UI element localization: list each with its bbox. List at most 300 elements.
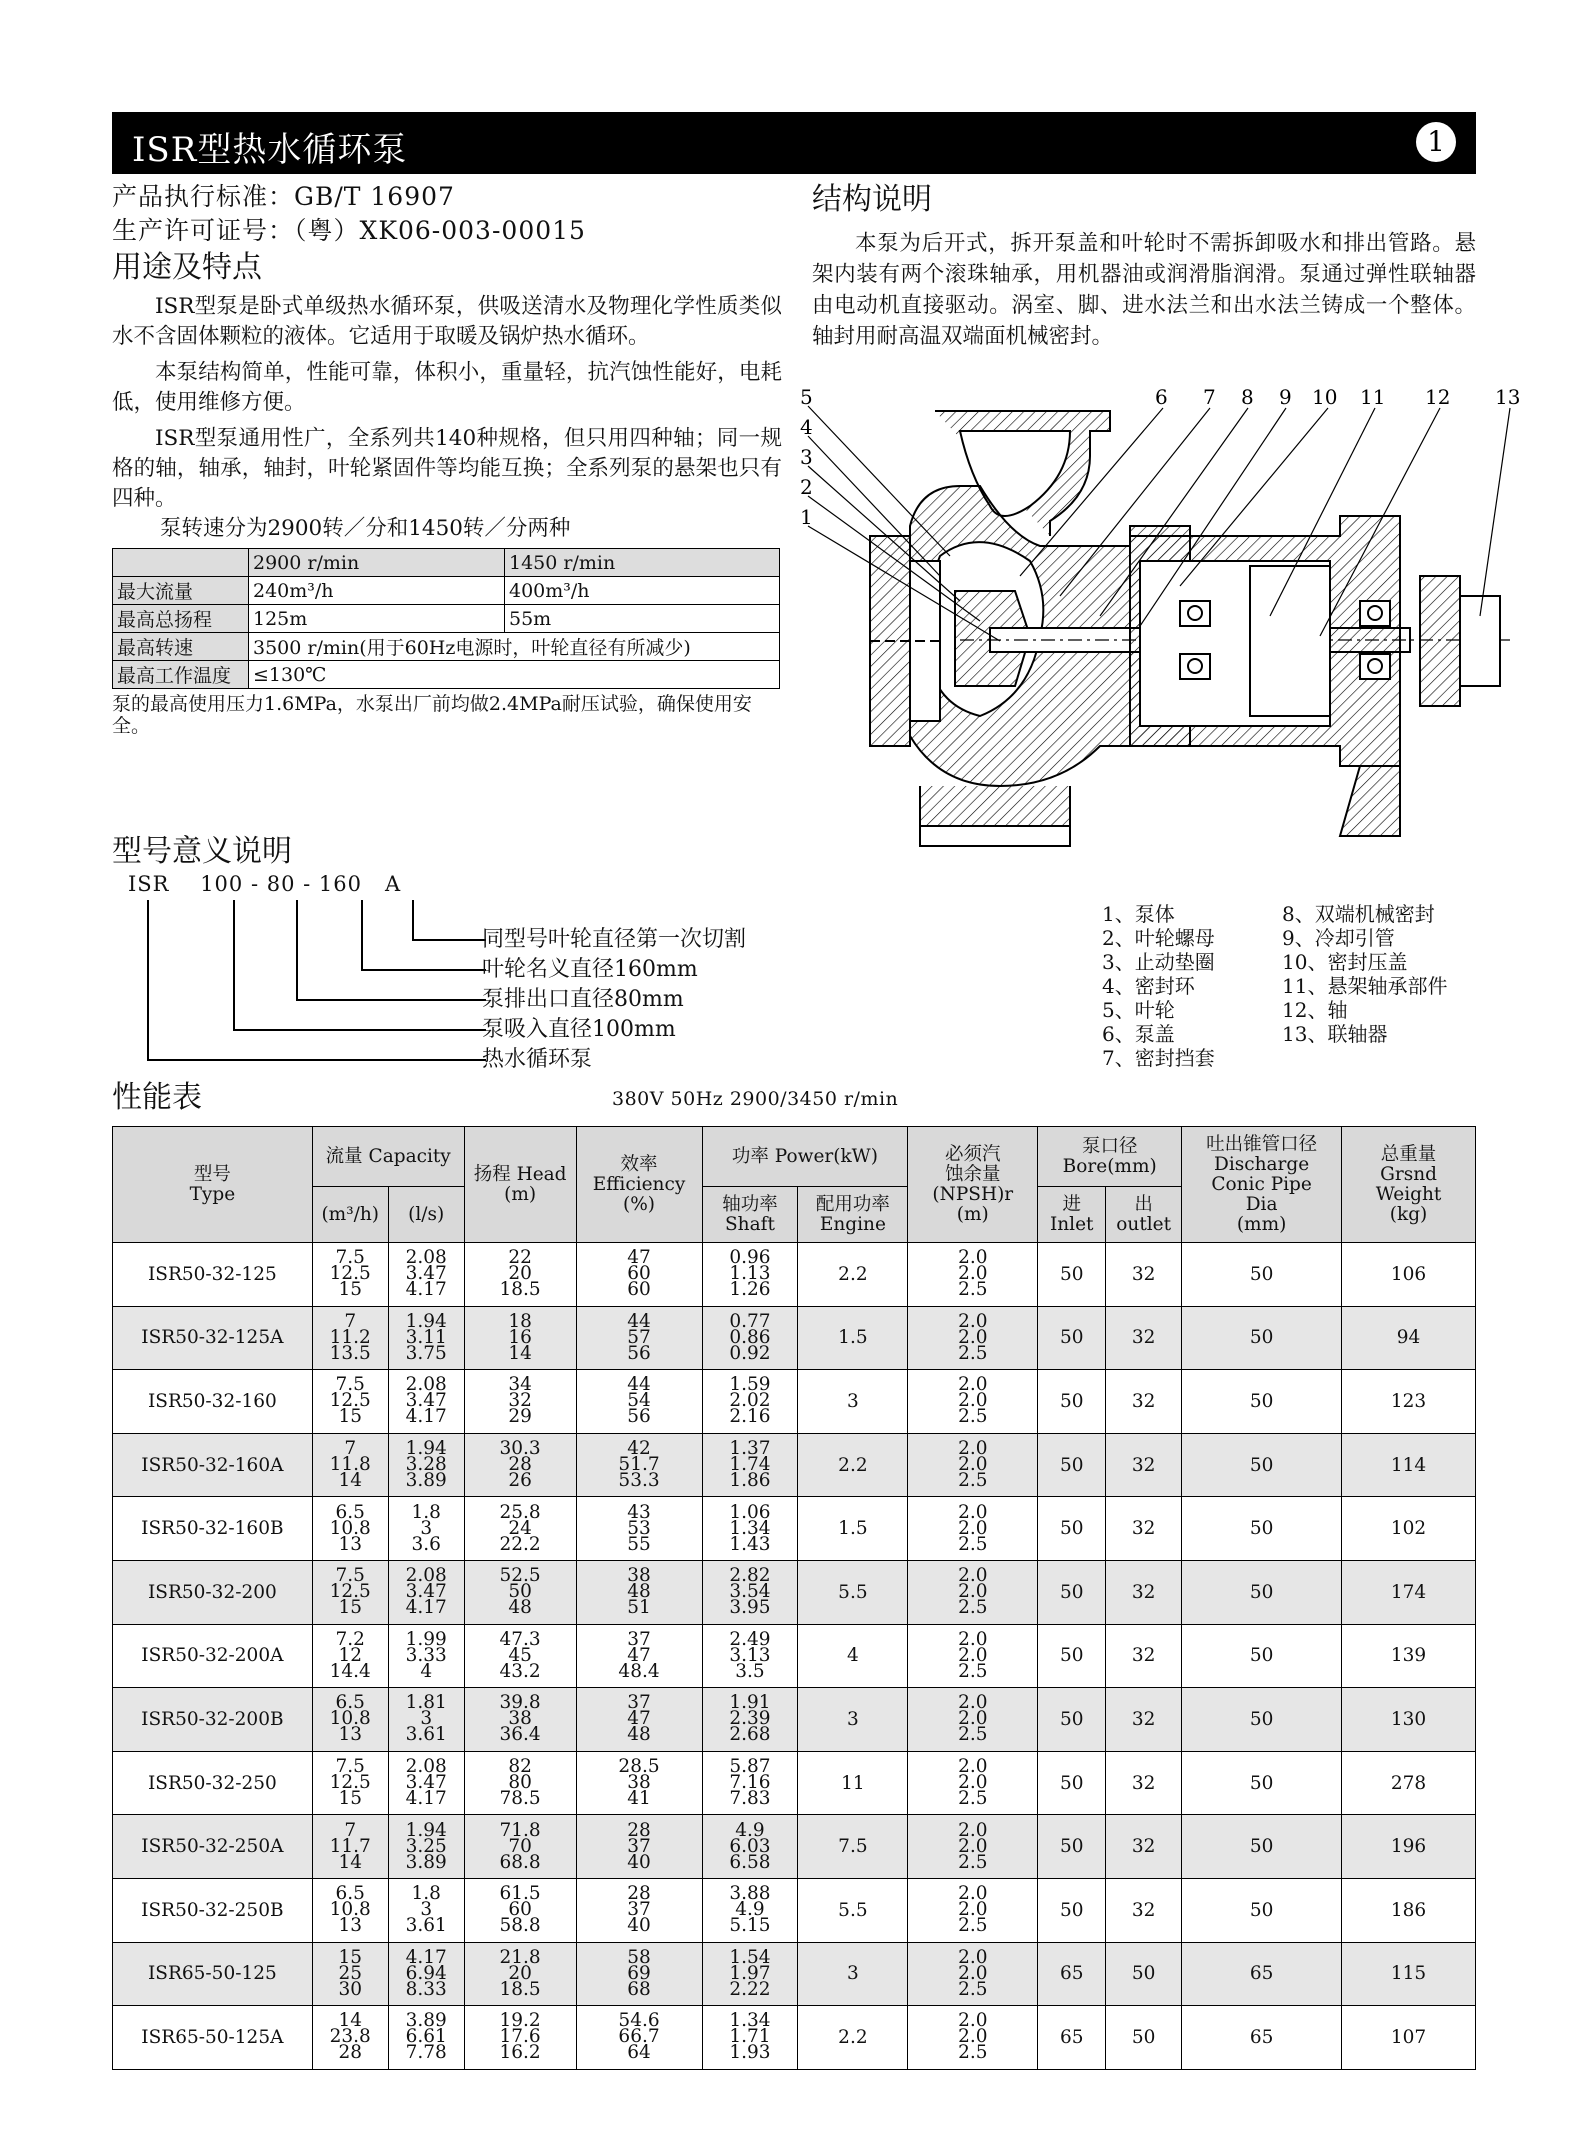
spec-value: 3500 r/min(用于60Hz电源时，叶轮直径有所减少) bbox=[249, 633, 780, 661]
cell-efficiency bbox=[576, 1815, 702, 1879]
cell-flow-ls-value: 4.17 bbox=[405, 1788, 447, 1810]
cell-flow-m3h-value: 12.5 bbox=[329, 1390, 371, 1412]
part-item: 1、泵体 bbox=[1102, 902, 1175, 926]
cell-head-value: 21.8 bbox=[499, 1946, 541, 1968]
cell-head-value: 39.8 bbox=[499, 1692, 541, 1714]
cell-flow-ls bbox=[388, 1751, 464, 1815]
spec-label: 最高转速 bbox=[113, 633, 249, 661]
cell-shaft-power-value: 1.43 bbox=[729, 1533, 771, 1555]
cell-npsh bbox=[908, 1751, 1038, 1815]
cell-npsh bbox=[908, 1688, 1038, 1752]
page-number-badge: 1 bbox=[1416, 122, 1456, 162]
callout-label: 10 bbox=[1312, 386, 1338, 409]
cell-discharge-dia: 65 bbox=[1182, 1942, 1342, 2006]
cell-efficiency-value: 37 bbox=[627, 1899, 651, 1921]
cell-efficiency bbox=[576, 1688, 702, 1752]
cell-shaft-power-value: 7.16 bbox=[729, 1772, 771, 1794]
cell-inlet: 50 bbox=[1038, 1878, 1106, 1942]
cell-discharge-dia: 50 bbox=[1182, 1878, 1342, 1942]
cell-type: ISR65-50-125 bbox=[113, 1942, 313, 2006]
cell-head-value: 20 bbox=[508, 1962, 532, 1984]
cell-flow-m3h bbox=[312, 1624, 388, 1688]
model-item: 同型号叶轮直径第一次切割 bbox=[482, 927, 747, 952]
cell-flow-ls-value: 3.47 bbox=[405, 1772, 447, 1794]
cell-efficiency-value: 42 bbox=[627, 1438, 651, 1460]
cell-inlet: 50 bbox=[1038, 1306, 1106, 1370]
cell-shaft-power bbox=[702, 2006, 798, 2070]
model-item: 泵吸入直径100mm bbox=[482, 1017, 676, 1042]
table-row bbox=[113, 1433, 1476, 1497]
model-code: ISR 100 - 80 - 160 A bbox=[128, 872, 402, 896]
cell-efficiency-value: 69 bbox=[627, 1962, 651, 1984]
cell-discharge-dia: 50 bbox=[1182, 1688, 1342, 1752]
callout-label: 8 bbox=[1241, 386, 1254, 409]
cell-npsh-value: 2.0 bbox=[958, 2010, 988, 2032]
cell-efficiency-value: 43 bbox=[627, 1501, 651, 1523]
table-row bbox=[113, 1751, 1476, 1815]
left-column bbox=[112, 180, 782, 737]
cell-flow-ls-value: 3.28 bbox=[405, 1454, 447, 1476]
cell-flow-m3h-value: 7 bbox=[344, 1438, 357, 1460]
cell-engine-power: 3 bbox=[798, 1370, 908, 1434]
cell-shaft-power-value: 0.96 bbox=[729, 1247, 771, 1269]
cell-discharge-dia: 50 bbox=[1182, 1370, 1342, 1434]
cell-flow-m3h bbox=[312, 1942, 388, 2006]
cell-flow-ls bbox=[388, 1688, 464, 1752]
cell-flow-ls bbox=[388, 1433, 464, 1497]
cell-shaft-power-value: 2.39 bbox=[729, 1708, 771, 1730]
cell-flow-ls bbox=[388, 1942, 464, 2006]
cell-npsh-value: 2.0 bbox=[958, 1946, 988, 1968]
cell-npsh bbox=[908, 1624, 1038, 1688]
cell-flow-ls-value: 3.61 bbox=[405, 1724, 447, 1746]
cell-flow-ls-value: 7.78 bbox=[405, 2042, 447, 2064]
model-item: 热水循环泵 bbox=[482, 1047, 593, 1072]
cell-npsh-value: 2.5 bbox=[958, 1279, 988, 1301]
cell-efficiency-value: 51.7 bbox=[618, 1454, 660, 1476]
col-head: 扬程 Head (m) bbox=[464, 1127, 576, 1243]
part-item: 8、双端机械密封 bbox=[1282, 902, 1435, 926]
cell-shaft-power-value: 5.87 bbox=[729, 1756, 771, 1778]
cell-shaft-power-value: 1.06 bbox=[729, 1501, 771, 1523]
cell-head-value: 43.2 bbox=[499, 1660, 541, 1682]
cell-shaft-power-value: 2.49 bbox=[729, 1628, 771, 1650]
cell-npsh-value: 2.0 bbox=[958, 1835, 988, 1857]
cell-flow-m3h-value: 12.5 bbox=[329, 1581, 371, 1603]
cell-efficiency-value: 55 bbox=[627, 1533, 651, 1555]
cell-npsh-value: 2.0 bbox=[958, 1772, 988, 1794]
cell-flow-ls-value: 4.17 bbox=[405, 1597, 447, 1619]
right-column bbox=[812, 180, 1476, 352]
cell-flow-ls bbox=[388, 1306, 464, 1370]
cell-flow-m3h-value: 15 bbox=[338, 1279, 363, 1301]
performance-title: 性能表 bbox=[112, 1080, 202, 1115]
cell-head-value: 17.6 bbox=[499, 2026, 541, 2048]
cell-flow-ls-value: 4.17 bbox=[405, 1406, 447, 1428]
cell-efficiency-value: 47 bbox=[627, 1644, 651, 1666]
cell-npsh-value: 2.5 bbox=[958, 1978, 988, 2000]
cell-npsh bbox=[908, 1433, 1038, 1497]
cell-efficiency-value: 54 bbox=[627, 1390, 651, 1412]
cell-efficiency-value: 40 bbox=[627, 1915, 651, 1937]
cell-flow-m3h-value: 12 bbox=[338, 1644, 363, 1666]
cell-flow-m3h-value: 12.5 bbox=[329, 1772, 371, 1794]
cell-flow-ls bbox=[388, 1815, 464, 1879]
cell-flow-m3h-value: 28 bbox=[338, 2042, 363, 2064]
cell-flow-ls bbox=[388, 1370, 464, 1434]
cell-efficiency-value: 40 bbox=[627, 1851, 651, 1873]
cell-shaft-power bbox=[702, 1497, 798, 1561]
cell-efficiency bbox=[576, 1942, 702, 2006]
cell-flow-ls-value: 1.94 bbox=[405, 1819, 447, 1841]
part-item: 4、密封环 bbox=[1102, 974, 1195, 998]
callout-label: 3 bbox=[800, 445, 813, 469]
callout-label: 1 bbox=[800, 505, 813, 529]
performance-table-body bbox=[113, 1243, 1476, 2070]
col-weight: 总重量 Grsnd Weight (kg) bbox=[1342, 1127, 1476, 1243]
cell-shaft-power-value: 0.86 bbox=[729, 1326, 771, 1348]
part-item: 11、悬架轴承部件 bbox=[1282, 974, 1448, 998]
cell-npsh bbox=[908, 1942, 1038, 2006]
cell-npsh-value: 2.5 bbox=[958, 1470, 988, 1492]
cell-npsh-value: 2.0 bbox=[958, 1565, 988, 1587]
cell-outlet: 32 bbox=[1106, 1815, 1182, 1879]
cell-head-value: 61.5 bbox=[499, 1883, 541, 1905]
cell-flow-m3h-value: 10.8 bbox=[329, 1708, 371, 1730]
cell-flow-m3h-value: 6.5 bbox=[335, 1501, 365, 1523]
header-bar bbox=[112, 112, 1476, 174]
cell-engine-power: 4 bbox=[798, 1624, 908, 1688]
license-line bbox=[112, 214, 782, 248]
cell-engine-power: 7.5 bbox=[798, 1815, 908, 1879]
cell-efficiency bbox=[576, 1433, 702, 1497]
callout-label: 13 bbox=[1495, 386, 1520, 409]
cell-npsh-value: 2.5 bbox=[958, 1851, 988, 1873]
cell-efficiency-value: 51 bbox=[627, 1597, 651, 1619]
cell-flow-ls bbox=[388, 1560, 464, 1624]
cell-weight: 94 bbox=[1342, 1306, 1476, 1370]
cell-inlet: 65 bbox=[1038, 1942, 1106, 2006]
cell-shaft-power bbox=[702, 1751, 798, 1815]
cell-inlet: 50 bbox=[1038, 1370, 1106, 1434]
cell-efficiency-value: 56 bbox=[627, 1406, 651, 1428]
cell-flow-m3h bbox=[312, 1878, 388, 1942]
cell-head bbox=[464, 1942, 576, 2006]
cell-npsh-value: 2.0 bbox=[958, 1517, 988, 1539]
cell-flow-m3h bbox=[312, 1497, 388, 1561]
part-item: 6、泵盖 bbox=[1102, 1022, 1175, 1046]
cell-shaft-power-value: 1.93 bbox=[729, 2042, 771, 2064]
cell-npsh-value: 2.5 bbox=[958, 1788, 988, 1810]
structure-paragraph: 本泵为后开式，拆开泵盖和叶轮时不需拆卸吸水和排出管路。悬架内装有两个滚珠轴承，用机器油或润滑脂润滑。泵通过弹性联轴器由电动机直接驱动。涡室、脚、进水法兰和出水法兰铸成一个整体。轴封用耐高温双端面机械密封。 bbox=[812, 231, 1476, 349]
cell-head bbox=[464, 1370, 576, 1434]
part-item: 13、联轴器 bbox=[1282, 1022, 1388, 1046]
cell-weight: 107 bbox=[1342, 2006, 1476, 2070]
cell-shaft-power-value: 1.86 bbox=[729, 1470, 771, 1492]
cell-efficiency bbox=[576, 2006, 702, 2070]
cell-efficiency-value: 53 bbox=[627, 1517, 651, 1539]
cell-engine-power: 1.5 bbox=[798, 1497, 908, 1561]
cell-head-value: 36.4 bbox=[499, 1724, 541, 1746]
cell-efficiency-value: 48 bbox=[627, 1724, 651, 1746]
cell-flow-m3h-value: 14.4 bbox=[329, 1660, 371, 1682]
cell-engine-power: 11 bbox=[798, 1751, 908, 1815]
cell-npsh-value: 2.0 bbox=[958, 1883, 988, 1905]
cell-head-value: 82 bbox=[508, 1756, 532, 1778]
cell-npsh-value: 2.0 bbox=[958, 1756, 988, 1778]
cell-weight: 139 bbox=[1342, 1624, 1476, 1688]
cell-flow-m3h-value: 15 bbox=[338, 1406, 363, 1428]
cell-efficiency-value: 44 bbox=[627, 1310, 651, 1332]
cell-flow-ls bbox=[388, 2006, 464, 2070]
cell-flow-m3h-value: 13 bbox=[338, 1533, 363, 1555]
cell-shaft-power bbox=[702, 1433, 798, 1497]
col-efficiency: 效率 Efficiency (%) bbox=[576, 1127, 702, 1243]
pump-cross-section-drawing bbox=[800, 386, 1520, 886]
cell-flow-ls-value: 4 bbox=[420, 1660, 433, 1682]
col-shaft-power: 轴功率 Shaft bbox=[702, 1187, 798, 1243]
col-flow: 流量 Capacity bbox=[312, 1127, 464, 1187]
cell-shaft-power-value: 6.03 bbox=[729, 1835, 771, 1857]
cell-npsh-value: 2.0 bbox=[958, 1374, 988, 1396]
cell-flow-m3h-value: 6.5 bbox=[335, 1883, 365, 1905]
cell-npsh-value: 2.0 bbox=[958, 1390, 988, 1412]
cell-flow-ls-value: 3.61 bbox=[405, 1915, 447, 1937]
cell-flow-ls-value: 3 bbox=[420, 1517, 433, 1539]
cell-efficiency bbox=[576, 1751, 702, 1815]
spec-row bbox=[113, 605, 780, 633]
cell-type: ISR50-32-250A bbox=[113, 1815, 313, 1879]
cell-type: ISR50-32-160B bbox=[113, 1497, 313, 1561]
spec-value: 55m bbox=[505, 605, 780, 633]
cell-flow-ls bbox=[388, 1243, 464, 1307]
cell-flow-m3h-value: 7 bbox=[344, 1310, 357, 1332]
cell-flow-m3h-value: 11.8 bbox=[329, 1454, 371, 1476]
cell-efficiency-value: 37 bbox=[627, 1835, 651, 1857]
cell-flow-m3h bbox=[312, 1306, 388, 1370]
cell-flow-ls-value: 2.08 bbox=[405, 1565, 447, 1587]
cell-type: ISR50-32-200 bbox=[113, 1560, 313, 1624]
col-power: 功率 Power(kW) bbox=[702, 1127, 908, 1187]
cell-inlet: 50 bbox=[1038, 1624, 1106, 1688]
cell-head-value: 52.5 bbox=[499, 1565, 541, 1587]
cell-flow-ls-value: 1.81 bbox=[405, 1692, 447, 1714]
cell-head-value: 38 bbox=[508, 1708, 532, 1730]
cell-npsh bbox=[908, 1878, 1038, 1942]
cell-flow-ls-value: 3.89 bbox=[405, 2010, 447, 2032]
cell-discharge-dia: 50 bbox=[1182, 1243, 1342, 1307]
parts-list-right bbox=[1282, 902, 1447, 1046]
cell-shaft-power-value: 2.68 bbox=[729, 1724, 771, 1746]
cell-flow-ls-value: 1.99 bbox=[405, 1628, 447, 1650]
cell-engine-power: 3 bbox=[798, 1942, 908, 2006]
cell-shaft-power bbox=[702, 1243, 798, 1307]
cell-flow-ls-value: 3.89 bbox=[405, 1851, 447, 1873]
cell-efficiency-value: 37 bbox=[627, 1628, 651, 1650]
part-item: 7、密封挡套 bbox=[1102, 1046, 1215, 1070]
cell-flow-ls-value: 3 bbox=[420, 1708, 433, 1730]
cell-npsh-value: 2.0 bbox=[958, 1438, 988, 1460]
table-row bbox=[113, 1560, 1476, 1624]
cell-shaft-power-value: 3.5 bbox=[735, 1660, 765, 1682]
cell-discharge-dia: 50 bbox=[1182, 1624, 1342, 1688]
spec-label: 最高总扬程 bbox=[113, 605, 249, 633]
cell-head-value: 68.8 bbox=[499, 1851, 541, 1873]
callout-label: 7 bbox=[1203, 386, 1216, 409]
cell-type: ISR50-32-200A bbox=[113, 1624, 313, 1688]
cell-flow-ls-value: 1.94 bbox=[405, 1438, 447, 1460]
model-meaning-leader-lines bbox=[112, 890, 492, 1070]
cell-discharge-dia: 50 bbox=[1182, 1306, 1342, 1370]
cell-npsh-value: 2.0 bbox=[958, 1628, 988, 1650]
cell-npsh-value: 2.0 bbox=[958, 1962, 988, 1984]
cell-engine-power: 1.5 bbox=[798, 1306, 908, 1370]
col-outlet: 出 outlet bbox=[1106, 1187, 1182, 1243]
cell-efficiency-value: 44 bbox=[627, 1374, 651, 1396]
cell-shaft-power-value: 3.95 bbox=[729, 1597, 771, 1619]
cell-shaft-power-value: 1.37 bbox=[729, 1438, 771, 1460]
page-title: ISR型热水循环泵 bbox=[132, 130, 408, 170]
pressure-note: 泵的最高使用压力1.6MPa，水泵出厂前均做2.4MPa耐压试验，确保使用安全。 bbox=[112, 693, 752, 737]
cell-outlet: 32 bbox=[1106, 1306, 1182, 1370]
cell-weight: 115 bbox=[1342, 1942, 1476, 2006]
cell-efficiency-value: 37 bbox=[627, 1692, 651, 1714]
cell-weight: 106 bbox=[1342, 1243, 1476, 1307]
cell-head-value: 14 bbox=[508, 1342, 532, 1364]
table-row bbox=[113, 1942, 1476, 2006]
col-discharge-dia: 吐出锥管口径 Discharge Conic Pipe Dia (mm) bbox=[1182, 1127, 1342, 1243]
cell-npsh bbox=[908, 1560, 1038, 1624]
cell-efficiency-value: 28 bbox=[627, 1819, 651, 1841]
cell-flow-ls-value: 3.25 bbox=[405, 1835, 447, 1857]
cell-discharge-dia: 50 bbox=[1182, 1497, 1342, 1561]
cell-head-value: 60 bbox=[508, 1899, 532, 1921]
cell-efficiency-value: 64 bbox=[627, 2042, 651, 2064]
cell-shaft-power-value: 2.82 bbox=[729, 1565, 771, 1587]
cell-efficiency bbox=[576, 1243, 702, 1307]
cell-engine-power: 2.2 bbox=[798, 1243, 908, 1307]
cell-npsh-value: 2.0 bbox=[958, 1819, 988, 1841]
cell-flow-ls-value: 3.47 bbox=[405, 1581, 447, 1603]
cell-engine-power: 2.2 bbox=[798, 2006, 908, 2070]
col-engine-power: 配用功率 Engine bbox=[798, 1187, 908, 1243]
cell-head-value: 34 bbox=[508, 1374, 532, 1396]
cell-efficiency-value: 56 bbox=[627, 1342, 651, 1364]
cell-flow-ls-value: 3.6 bbox=[411, 1533, 441, 1555]
cell-head bbox=[464, 1878, 576, 1942]
cell-head-value: 18.5 bbox=[499, 1279, 541, 1301]
cell-flow-m3h bbox=[312, 1751, 388, 1815]
cell-head-value: 26 bbox=[508, 1470, 532, 1492]
cell-flow-ls-value: 3.47 bbox=[405, 1263, 447, 1285]
cell-flow-m3h-value: 7.5 bbox=[335, 1565, 365, 1587]
cell-flow-ls-value: 3.11 bbox=[405, 1326, 447, 1348]
cell-efficiency-value: 68 bbox=[627, 1978, 651, 2000]
cell-npsh-value: 2.5 bbox=[958, 1915, 988, 1937]
cell-type: ISR50-32-250 bbox=[113, 1751, 313, 1815]
cell-efficiency-value: 58 bbox=[627, 1946, 651, 1968]
cell-shaft-power-value: 1.26 bbox=[729, 1279, 771, 1301]
cell-flow-ls-value: 6.94 bbox=[405, 1962, 447, 1984]
cell-flow-m3h-value: 7 bbox=[344, 1819, 357, 1841]
cell-flow-m3h-value: 23.8 bbox=[329, 2026, 371, 2048]
cell-flow-m3h bbox=[312, 1433, 388, 1497]
cell-npsh-value: 2.5 bbox=[958, 1597, 988, 1619]
cell-head-value: 45 bbox=[508, 1644, 532, 1666]
cell-flow-m3h-value: 6.5 bbox=[335, 1692, 365, 1714]
cell-flow-m3h-value: 11.2 bbox=[329, 1326, 371, 1348]
cell-shaft-power-value: 1.91 bbox=[729, 1692, 771, 1714]
cell-npsh-value: 2.5 bbox=[958, 1342, 988, 1364]
spec-row bbox=[113, 633, 780, 661]
part-item: 3、止动垫圈 bbox=[1102, 950, 1215, 974]
cell-inlet: 50 bbox=[1038, 1497, 1106, 1561]
cell-npsh-value: 2.0 bbox=[958, 1899, 988, 1921]
cell-head-value: 28 bbox=[508, 1454, 532, 1476]
cell-head bbox=[464, 1243, 576, 1307]
cell-efficiency-value: 60 bbox=[627, 1279, 651, 1301]
cell-flow-ls-value: 2.08 bbox=[405, 1247, 447, 1269]
cell-npsh bbox=[908, 1243, 1038, 1307]
cell-flow-ls-value: 3.89 bbox=[405, 1470, 447, 1492]
cell-flow-ls bbox=[388, 1624, 464, 1688]
cell-flow-ls-value: 2.08 bbox=[405, 1756, 447, 1778]
cell-outlet: 32 bbox=[1106, 1497, 1182, 1561]
cell-head-value: 16.2 bbox=[499, 2042, 541, 2064]
col-flow-ls: (l/s) bbox=[388, 1187, 464, 1243]
cell-type: ISR50-32-125A bbox=[113, 1306, 313, 1370]
cell-shaft-power-value: 0.77 bbox=[729, 1310, 771, 1332]
cell-flow-m3h bbox=[312, 1688, 388, 1752]
cell-engine-power: 3 bbox=[798, 1688, 908, 1752]
part-item: 5、叶轮 bbox=[1102, 998, 1175, 1022]
cell-discharge-dia: 50 bbox=[1182, 1815, 1342, 1879]
structure-title: 结构说明 bbox=[812, 182, 932, 217]
cell-efficiency-value: 38 bbox=[627, 1565, 651, 1587]
cell-shaft-power-value: 1.34 bbox=[729, 1517, 771, 1539]
cell-flow-ls-value: 1.94 bbox=[405, 1310, 447, 1332]
cell-shaft-power-value: 4.9 bbox=[735, 1899, 765, 1921]
cell-shaft-power bbox=[702, 1815, 798, 1879]
spec-label: 最大流量 bbox=[113, 577, 249, 605]
spec-value: 125m bbox=[249, 605, 505, 633]
usage-title: 用途及特点 bbox=[112, 250, 262, 285]
cell-npsh-value: 2.5 bbox=[958, 1660, 988, 1682]
cell-shaft-power-value: 0.92 bbox=[729, 1342, 771, 1364]
col-flow-m3h: (m³/h) bbox=[312, 1187, 388, 1243]
spec-header-cell bbox=[113, 549, 249, 577]
model-item: 叶轮名义直径160mm bbox=[482, 957, 698, 982]
cell-head-value: 19.2 bbox=[499, 2010, 541, 2032]
standard-label: 产品执行标准： bbox=[112, 182, 295, 211]
cell-flow-m3h bbox=[312, 1243, 388, 1307]
cell-weight: 174 bbox=[1342, 1560, 1476, 1624]
cell-npsh-value: 2.0 bbox=[958, 1692, 988, 1714]
standard-value: GB/T 16907 bbox=[294, 182, 455, 211]
cell-shaft-power-value: 5.15 bbox=[729, 1915, 771, 1937]
cell-npsh-value: 2.0 bbox=[958, 1708, 988, 1730]
spec-value: 400m³/h bbox=[505, 577, 780, 605]
table-row bbox=[113, 1815, 1476, 1879]
cell-discharge-dia: 50 bbox=[1182, 1751, 1342, 1815]
cell-flow-m3h-value: 13.5 bbox=[329, 1342, 371, 1364]
cell-flow-m3h-value: 13 bbox=[338, 1724, 363, 1746]
cell-weight: 196 bbox=[1342, 1815, 1476, 1879]
cell-head bbox=[464, 1433, 576, 1497]
cell-head-value: 25.8 bbox=[499, 1501, 541, 1523]
col-inlet: 进 Inlet bbox=[1038, 1187, 1106, 1243]
cell-flow-m3h-value: 15 bbox=[338, 1788, 363, 1810]
